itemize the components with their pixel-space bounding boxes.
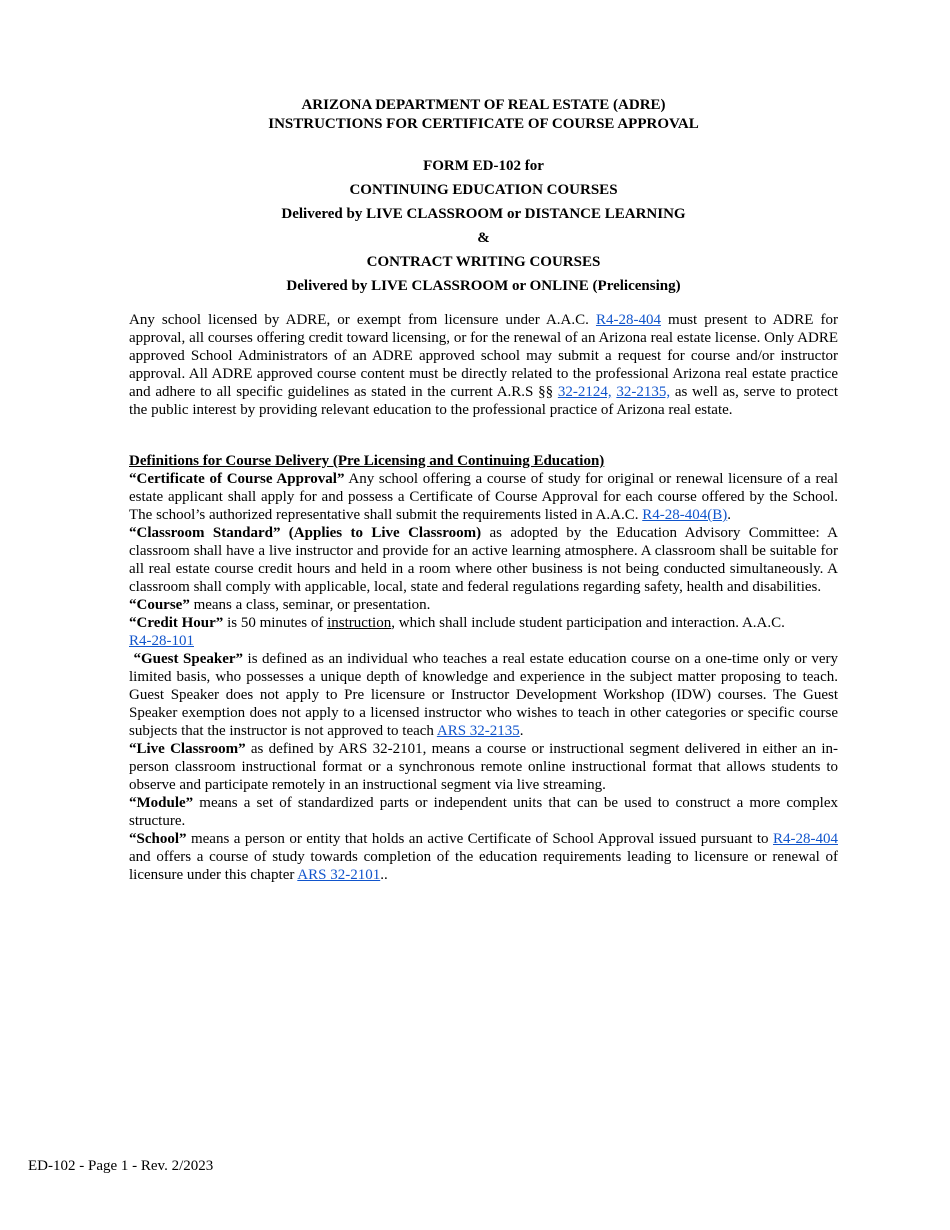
term-certificate: “Certificate of Course Approval”	[129, 471, 345, 487]
link-r4-28-404[interactable]: R4-28-404	[595, 312, 661, 328]
intro-text-2: must present to ADRE for approval, all courses offering credit toward licensing, or for the renewal of an Arizona real estate license. Only ADRE approved School Administrators of an ADRE approved school may submit a request for course and/or instructor approval. All ADRE approved course content must be directly related to the professional Arizona real estate practice and adhere to all specific guidelines as stated in the current A.R.S §§	[129, 312, 838, 400]
header-instructions-title: INSTRUCTIONS FOR CERTIFICATE OF COURSE APPROVAL	[268, 116, 699, 132]
definition-credit-hour	[129, 614, 838, 650]
document-header	[129, 96, 838, 134]
def-text: ..	[380, 867, 388, 883]
def-text: Any school offering a course of study for original or renewal licensure of a real estate applicant shall apply for and possess a Certificate of Course Approval for each course offered by the School. The school’s authorized representative shall submit the requirements listed in A.A.C.	[129, 471, 838, 523]
definition-live-classroom	[129, 740, 838, 794]
intro-paragraph	[129, 311, 838, 419]
underlined-instruction: instruction	[327, 615, 392, 631]
document-page	[129, 96, 838, 884]
def-text: means a class, seminar, or presentation.	[189, 597, 431, 613]
def-text: .	[727, 507, 731, 523]
def-text: as adopted by the Education Advisory Committee: A classroom shall have a live instructor and provide for an active learning atmosphere. A classroom shall be suitable for all real estate course credit hours and held in a room where other business is not being conducted simultaneously. A classroom shall comply with applicable, local, state and federal regulations regarding safety, health and disabilities.	[129, 525, 838, 595]
def-text: as defined by ARS 32-2101, means a course or instructional segment delivered in either an in-person classroom instructional format or a synchronous remote online instructional format that allows students to observe and participate remotely in an instructional segment via live streaming.	[129, 741, 838, 793]
def-text: , which shall include student participation and interaction. A.A.C.	[391, 615, 785, 631]
page-footer: ED-102 - Page 1 - Rev. 2/2023	[28, 1158, 214, 1174]
definition-module	[129, 794, 838, 830]
form-contract-delivery-title: Delivered by LIVE CLASSROOM or ONLINE (Prelicensing)	[286, 278, 681, 294]
form-number-title: FORM ED-102 for	[423, 158, 544, 174]
link-r4-28-404b[interactable]: R4-28-404(B)	[642, 507, 728, 523]
def-text: and offers a course of study towards completion of the education requirements leading to licensure or renewal of licensure under this chapter	[129, 849, 838, 883]
term-guest-speaker: “Guest Speaker”	[133, 651, 244, 667]
definitions-heading: Definitions for Course Delivery (Pre Licensing and Continuing Education)	[129, 453, 605, 469]
definition-classroom-standard	[129, 524, 838, 596]
header-agency: ARIZONA DEPARTMENT OF REAL ESTATE (ADRE)	[301, 97, 666, 113]
link-32-2124[interactable]: 32-2124,	[557, 384, 612, 400]
def-text: means a set of standardized parts or independent units that can be used to construct a more complex structure.	[129, 795, 838, 829]
definition-school	[129, 830, 838, 884]
definition-guest-speaker	[129, 650, 838, 740]
link-ars-32-2101[interactable]: ARS 32-2101	[297, 867, 381, 883]
link-ars-32-2135[interactable]: ARS 32-2135	[436, 723, 520, 739]
form-ce-delivery-title: Delivered by LIVE CLASSROOM or DISTANCE LEARNING	[281, 206, 686, 222]
intro-text-1: Any school licensed by ADRE, or exempt from licensure under A.A.C.	[129, 312, 596, 328]
definition-course	[129, 596, 838, 614]
link-32-2135[interactable]: 32-2135,	[616, 384, 671, 400]
term-course: “Course”	[129, 597, 190, 613]
def-text: is 50 minutes of	[223, 615, 328, 631]
term-classroom-standard: “Classroom Standard” (Applies to Live Classroom)	[129, 525, 482, 541]
term-school: “School”	[129, 831, 187, 847]
form-contract-courses-title: CONTRACT WRITING COURSES	[366, 254, 601, 270]
term-live-classroom: “Live Classroom”	[129, 741, 246, 757]
form-ampersand: &	[477, 230, 490, 246]
definition-certificate-of-course-approval	[129, 470, 838, 524]
intro-text-4: as well as, serve to protect the public interest by providing relevant education to the professional practice of Arizona real estate.	[129, 384, 838, 418]
link-r4-28-101[interactable]: R4-28-101	[129, 633, 194, 649]
form-ce-courses-title: CONTINUING EDUCATION COURSES	[349, 182, 618, 198]
form-title-block	[129, 154, 838, 298]
term-module: “Module”	[129, 795, 194, 811]
term-credit-hour: “Credit Hour”	[129, 615, 224, 631]
def-text: .	[519, 723, 524, 739]
link-r4-28-404-school[interactable]: R4-28-404	[773, 831, 838, 847]
def-text: means a person or entity that holds an active Certificate of School Approval issued pursuant to	[186, 831, 773, 847]
def-text: is defined as an individual who teaches a real estate education course on a one-time only or very limited basis, who possesses a unique depth of knowledge and experience in the subject matter proposing to teach. Guest Speaker does not apply to Pre licensure or Instructor Development Workshop (IDW) courses. The Guest Speaker exemption does not apply to a licensed instructor who wishes to teach in other categories or specific course subjects that the instructor is not approved to teach	[129, 651, 839, 739]
